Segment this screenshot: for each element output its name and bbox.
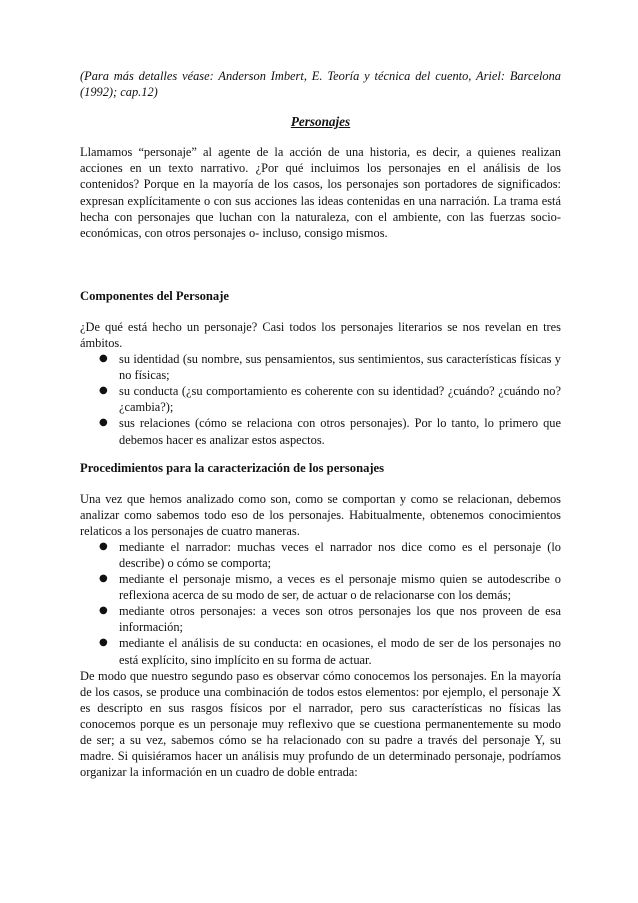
bullet-icon: ● (99, 353, 108, 365)
components-list (80, 351, 561, 448)
list-item-text: su conducta (¿su comportamiento es coherente con su identidad? ¿cuándo? ¿cuándo no? ¿cambia?); (119, 384, 561, 415)
list-item (99, 415, 561, 447)
list-item (99, 571, 561, 603)
procedures-list (80, 539, 561, 668)
bullet-icon: ● (99, 540, 108, 552)
list-item (99, 603, 561, 635)
list-item (99, 539, 561, 571)
bullet-icon: ● (99, 637, 108, 649)
components-lead: ¿De qué está hecho un personaje? Casi todos los personajes literarios se nos revelan en tres ámbitos. (80, 319, 561, 350)
list-item-text: mediante el personaje mismo, a veces es el personaje mismo quien se autodescribe o reflexiona acerca de su modo de ser, de actuar o de relacionarse con los demás; (119, 572, 561, 603)
list-item-text: mediante el narrador: muchas veces el narrador nos dice como es el personaje (lo describe) o cómo se comporta; (119, 539, 561, 570)
list-item (99, 383, 561, 415)
bullet-icon: ● (99, 417, 108, 429)
components-heading: Componentes del Personaje (80, 288, 230, 303)
list-item-text: mediante el análisis de su conducta: en ocasiones, el modo de ser de los personajes no está explícito, sino implícito en su forma de actuar. (119, 636, 561, 667)
closing-paragraph: De modo que nuestro segundo paso es observar cómo conocemos los personajes. En la mayoría de los casos, se produce una combinación de todos estos elementos: por ejemplo, el personaje X es descripto en sus rasgos físicos por el narrador, pero sus características no físicas las conocemos porque es un personaje muy reflexivo que se cuestiona permanentemente su modo de ser; a su vez, sabemos cómo se ha relacionado con su padre a través del personaje Y, su madre. Si quisiéramos hacer un análisis muy profundo de un determinado personaje, podríamos organizar la información en un cuadro de doble entrada: (80, 668, 561, 780)
intro-paragraph: Llamamos “personaje” al agente de la acción de una historia, es decir, a quienes realizan acciones en un texto narrativo. ¿Por qué incluimos los personajes en el análisis de los contenidos? Porque en la mayoría de los casos, los personajes son portadores de significados: expresan explícitamente o con sus acciones las ideas contenidas en una narración. La trama está hecha con personajes que luchan con la naturaleza, con el ambiente, con las fuerzas socio-económicas, con otros personajes o- incluso, consigo mismos. (80, 145, 561, 240)
bullet-icon: ● (99, 573, 108, 585)
bullet-icon: ● (99, 605, 108, 617)
list-item (99, 351, 561, 383)
procedures-lead: Una vez que hemos analizado como son, como se comportan y como se relacionan, debemos analizar como sabemos todo eso de los personajes. Habitualmente, obtenemos conocimientos relaticos a los personajes de cuatro maneras. (80, 491, 561, 538)
reference-note: (Para más detalles véase: Anderson Imbert, E. Teoría y técnica del cuento, Ariel: Barcelona (1992); cap.12) (80, 69, 561, 100)
document-page (80, 68, 561, 780)
list-item (99, 635, 561, 667)
section-title: Personajes (290, 114, 351, 130)
bullet-icon: ● (99, 385, 108, 397)
procedures-heading: Procedimientos para la caracterización de los personajes (80, 460, 385, 475)
list-item-text: mediante otros personajes: a veces son otros personajes los que nos proveen de esa información; (119, 604, 561, 635)
list-item-text: su identidad (su nombre, sus pensamientos, sus sentimientos, sus características físicas y no físicas; (119, 352, 561, 383)
list-item-text: sus relaciones (cómo se relaciona con otros personajes). Por lo tanto, lo primero que debemos hacer es analizar estos aspectos. (119, 416, 561, 447)
